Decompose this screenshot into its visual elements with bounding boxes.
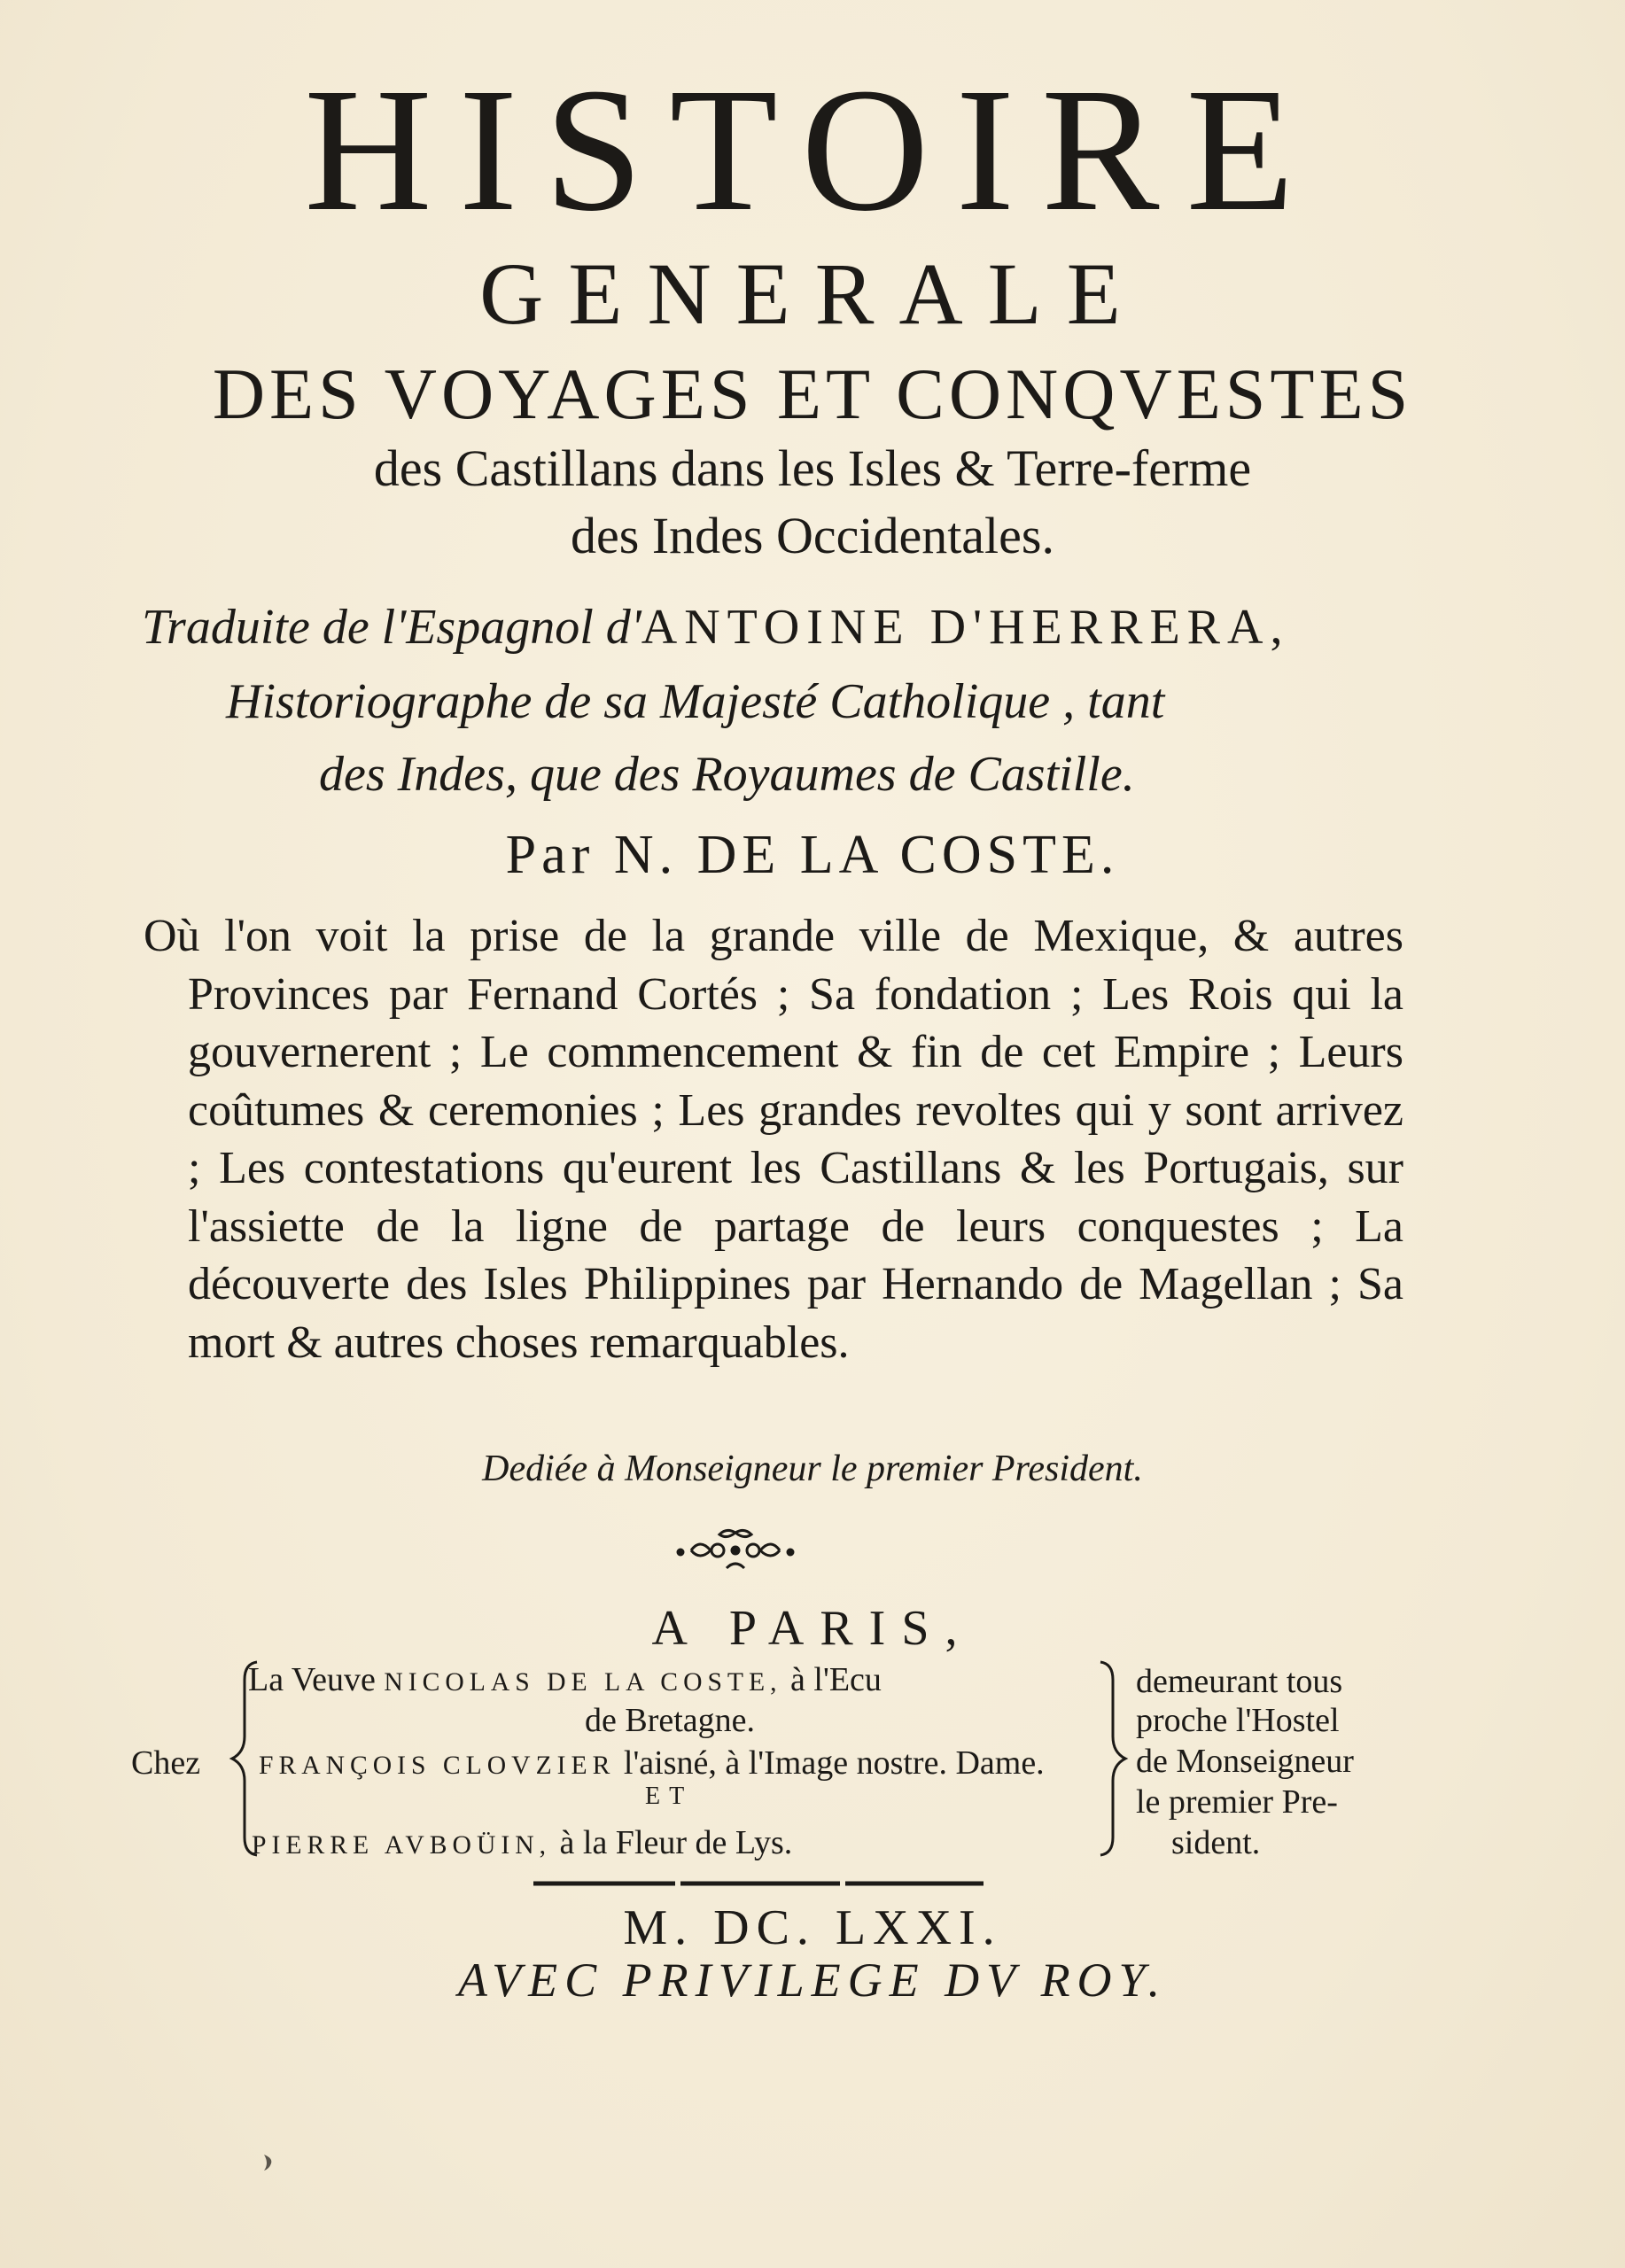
author-name: ANTOINE D'HERRERA,: [641, 600, 1290, 655]
printer-1-line-2: de Bretagne.: [585, 1702, 756, 1739]
printer-1-name: NICOLAS DE LA COSTE,: [384, 1668, 782, 1697]
right-brace-icon: [1095, 1658, 1131, 1859]
translation-line-3: des Indes, que des Royaumes de Castille.: [319, 747, 1135, 802]
printer-2-suffix: l'aisné, à l'Image nostre. Dame.: [615, 1744, 1045, 1782]
imprint-city: A PARIS,: [651, 1601, 974, 1656]
privilege-line: AVEC PRIVILEGE DV ROY.: [457, 1953, 1168, 2007]
publication-date: M. DC. LXXI.: [623, 1900, 1002, 1955]
printer-3: [252, 1823, 792, 1862]
printer-3-suffix: à la Fleur de Lys.: [551, 1824, 793, 1861]
address-line-4: le premier Pre-: [1136, 1783, 1338, 1821]
title-histoire: HISTOIRE: [304, 52, 1321, 248]
translation-line-2: Historiographe de sa Majesté Catholique , tant: [226, 674, 1165, 729]
imprint-chez: Chez: [131, 1744, 201, 1782]
printer-2: [259, 1744, 1045, 1783]
title-generale: GENERALE: [479, 245, 1146, 343]
translation-line-1: [142, 599, 1289, 656]
printer-2-name: FRANÇOIS CLOVZIER: [259, 1751, 616, 1780]
printer-1-prefix: La Veuve: [248, 1661, 385, 1698]
imprint-and: ET: [645, 1783, 694, 1810]
printer-3-name: PIERRE AVBOÜIN,: [252, 1831, 552, 1860]
title-castillans: des Castillans dans les Isles & Terre-ferme: [373, 439, 1252, 497]
divider-rule: [533, 1880, 984, 1887]
translation-prefix: Traduite de l'Espagnol d': [142, 600, 641, 655]
printer-1-suffix: à l'Ecu: [781, 1661, 882, 1698]
translator-line: Par N. DE LA COSTE.: [505, 825, 1120, 885]
address-line-2: proche l'Hostel: [1136, 1702, 1340, 1739]
address-line-5: sident.: [1171, 1824, 1261, 1861]
title-voyages: DES VOYAGES ET CONQVESTES: [212, 353, 1413, 434]
address-line-3: de Monseigneur: [1136, 1743, 1354, 1780]
title-indes: des Indes Occidentales.: [571, 507, 1054, 564]
address-line-1: demeurant tous: [1136, 1663, 1343, 1700]
dedication-line: Dediée à Monseigneur le premier President.: [482, 1449, 1143, 1489]
printer-1: [248, 1660, 882, 1699]
description-paragraph: Où l'on voit la prise de la grande ville de Mexique, & autres Provinces par Fernand Cortés ; Sa fondation ; Les Rois qui la gouvernerent ; Le commencement & fin de cet Empire ; Leurs coûtumes & ceremonies ; Les grandes revoltes qui y sont arrivez ; Les contestations qu'eurent les Castillans & les Portugais, sur l'assiette de la ligne de partage de leurs conquestes ; La découverte des Isles Philippines par Hernando de Magellan ; Sa mort & autres choses remarquables.: [144, 911, 1403, 1368]
fleuron-ornament-icon: [673, 1526, 797, 1575]
ink-blot-icon: [259, 2151, 278, 2174]
